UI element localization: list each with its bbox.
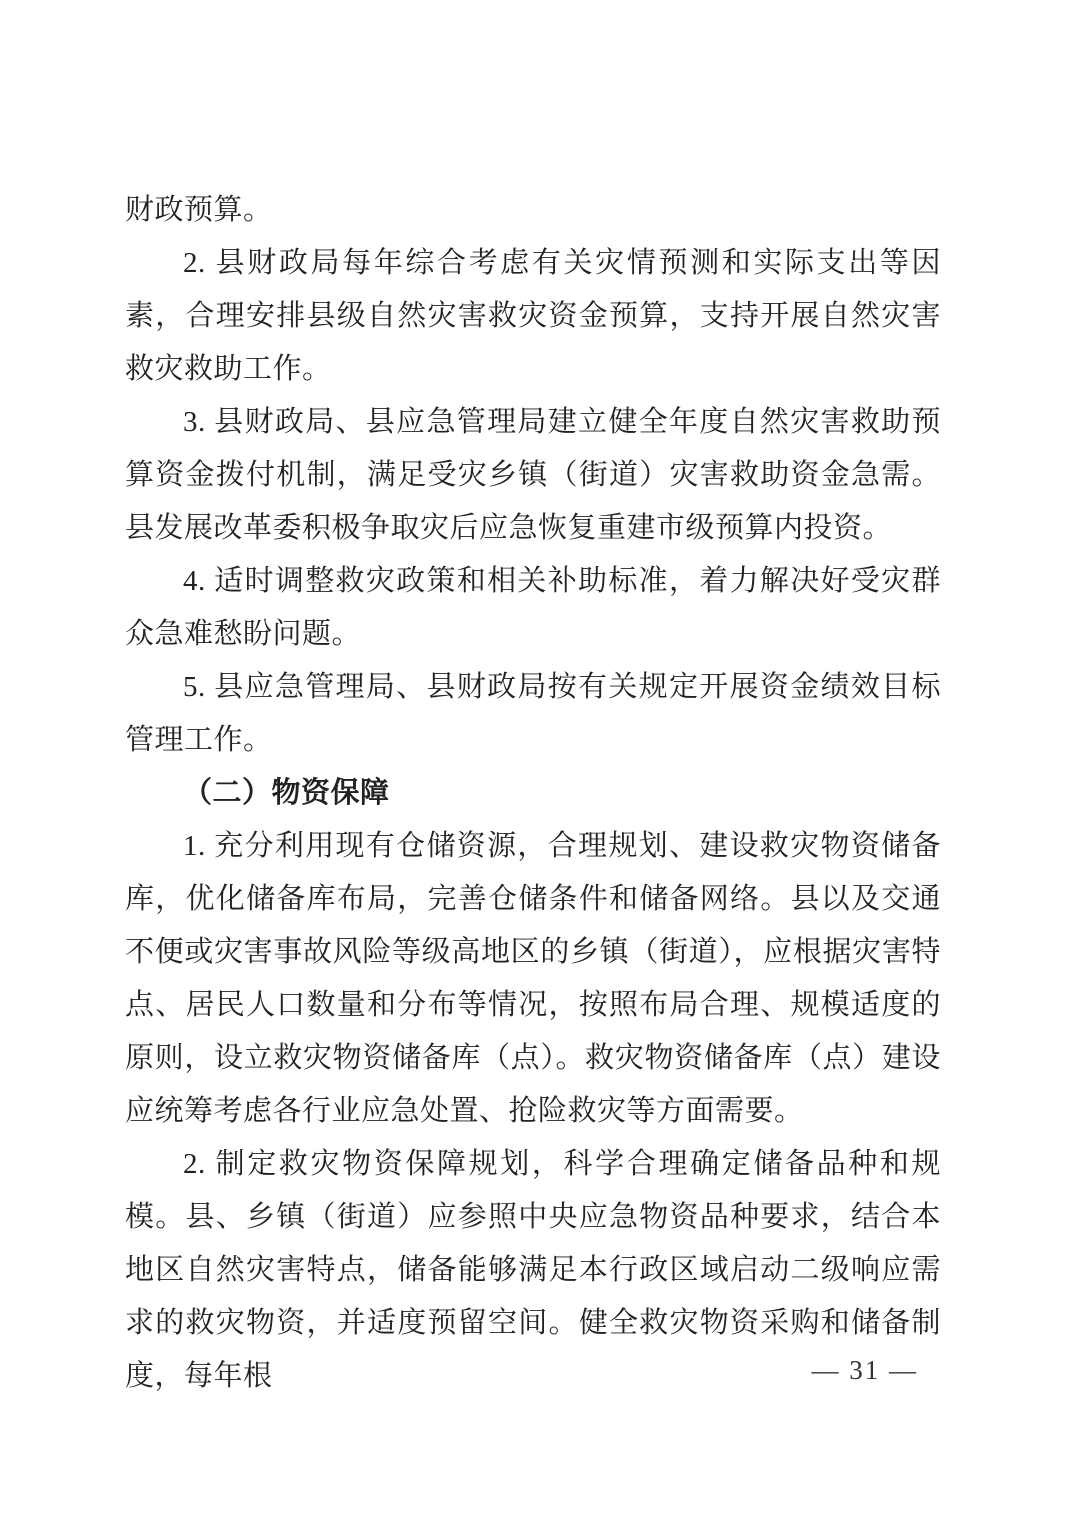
list-item-2-material-plan: 2. 制定救灾物资保障规划，科学合理确定储备品种和规模。县、乡镇（街道）应参照中央应急物资品种要求，结合本地区自然灾害特点，储备能够满足本行政区域启动二级响应需求的救灾物资，并适度预留空间。健全救灾物资采购和储备制度，每年根	[125, 1148, 941, 1392]
page-number: — 31 —	[811, 1355, 918, 1385]
list-item-3-allocation: 3. 县财政局、县应急管理局建立健全年度自然灾害救助预算资金拨付机制，满足受灾乡镇（街道）灾害救助资金急需。县发展改革委积极争取灾后应急恢复重建市级预算内投资。	[125, 406, 941, 544]
section-heading-material-support: （二）物资保障	[183, 777, 390, 809]
list-item-5-performance: 5. 县应急管理局、县财政局按有关规定开展资金绩效目标管理工作。	[125, 671, 941, 756]
list-item-2-funding: 2. 县财政局每年综合考虑有关灾情预测和实际支出等因素，合理安排县级自然灾害救灾资金预算，支持开展自然灾害救灾救助工作。	[125, 247, 941, 385]
paragraph-tail-budget: 财政预算。	[125, 194, 273, 226]
document-text-block	[125, 184, 941, 1403]
list-item-1-warehouse: 1. 充分利用现有仓储资源，合理规划、建设救灾物资储备库，优化储备库布局，完善仓储条件和储备网络。县以及交通不便或灾害事故风险等级高地区的乡镇（街道），应根据灾害特点、居民人口数量和分布等情况，按照布局合理、规模适度的原则，设立救灾物资储备库（点）。救灾物资储备库（点）建设应统筹考虑各行业应急处置、抢险救灾等方面需要。	[125, 830, 941, 1127]
list-item-4-policy: 4. 适时调整救灾政策和相关补助标准，着力解决好受灾群众急难愁盼问题。	[125, 565, 941, 650]
